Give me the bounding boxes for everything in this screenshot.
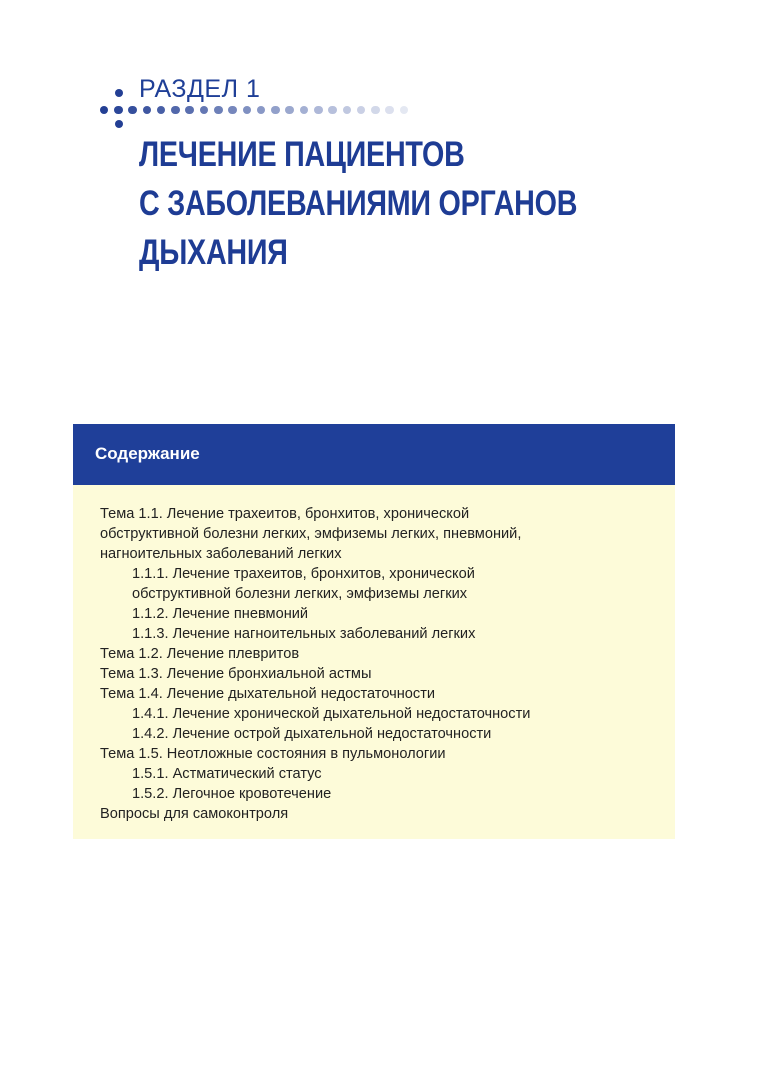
decorative-dot (115, 120, 123, 128)
decorative-dot (128, 106, 137, 115)
decorative-dot (343, 106, 352, 115)
toc-entry (100, 704, 660, 724)
toc-entry-line: обструктивной болезни легких, эмфиземы легких, пневмоний, (100, 526, 522, 542)
chapter-title-line: ЛЕЧЕНИЕ ПАЦИЕНТОВ (139, 135, 465, 174)
toc-entry-line: Тема 1.2. Лечение плевритов (100, 646, 300, 662)
decorative-dot (214, 106, 223, 115)
toc-entry-line: 1.1.3. Лечение нагноительных заболеваний легких (132, 626, 476, 642)
chapter-title-line: С ЗАБОЛЕВАНИЯМИ ОРГАНОВ (139, 184, 578, 223)
decorative-dot (328, 106, 337, 115)
toc-entry-line: 1.4.2. Лечение острой дыхательной недостаточности (132, 726, 492, 742)
toc-entry-line: 1.1.1. Лечение трахеитов, бронхитов, хронической (132, 566, 475, 582)
decorative-dot (143, 106, 152, 115)
decorative-dot (171, 106, 180, 115)
decorative-dot (114, 106, 123, 115)
decorative-dot (257, 106, 266, 115)
toc-entry (100, 624, 660, 644)
decorative-dot (285, 106, 294, 115)
toc-entry (100, 804, 660, 824)
toc-entry (100, 744, 660, 764)
decorative-dot (243, 106, 252, 115)
toc-header (73, 424, 675, 485)
toc-entry (100, 684, 660, 704)
decorative-dot (228, 106, 237, 115)
decorative-dot (115, 89, 123, 97)
decorative-dot (385, 106, 394, 115)
decorative-dot (400, 106, 409, 115)
toc-entry-line: Вопросы для самоконтроля (100, 806, 289, 822)
toc-entry (100, 604, 660, 624)
toc-entry-line: обструктивной болезни легких, эмфиземы легких (132, 586, 468, 602)
toc-list (100, 504, 660, 824)
chapter-title (139, 130, 631, 277)
toc-entry-line: Тема 1.1. Лечение трахеитов, бронхитов, хронической (100, 506, 470, 522)
decorative-dot (157, 106, 166, 115)
decorative-dot (185, 106, 194, 115)
toc-entry-line: 1.5.1. Астматический статус (132, 766, 322, 782)
toc-entry (100, 724, 660, 744)
toc-entry-line: Тема 1.5. Неотложные состояния в пульмонологии (100, 746, 446, 762)
toc-entry-line: 1.4.1. Лечение хронической дыхательной недостаточности (132, 706, 531, 722)
decorative-dot (271, 106, 280, 115)
toc-entry-line: 1.1.2. Лечение пневмоний (132, 606, 309, 622)
toc-entry-line: нагноительных заболеваний легких (100, 546, 342, 562)
toc-entry-line: Тема 1.4. Лечение дыхательной недостаточности (100, 686, 436, 702)
toc-entry-line: 1.5.2. Легочное кровотечение (132, 786, 332, 802)
toc-entry (100, 564, 660, 604)
toc-entry (100, 764, 660, 784)
toc-entry (100, 784, 660, 804)
toc-entry-line: Тема 1.3. Лечение бронхиальной астмы (100, 666, 372, 682)
table-of-contents (73, 424, 675, 839)
decorative-dot (357, 106, 366, 115)
toc-entry (100, 644, 660, 664)
section-label: РАЗДЕЛ 1 (139, 75, 261, 103)
decorative-dot (371, 106, 380, 115)
toc-title: Содержание (95, 444, 200, 463)
toc-entry (100, 504, 660, 564)
decorative-dot (100, 106, 109, 115)
decorative-dot (300, 106, 309, 115)
chapter-title-line: ДЫХАНИЯ (139, 233, 288, 272)
decorative-dot (314, 106, 323, 115)
toc-entry (100, 664, 660, 684)
decorative-dot (200, 106, 209, 115)
